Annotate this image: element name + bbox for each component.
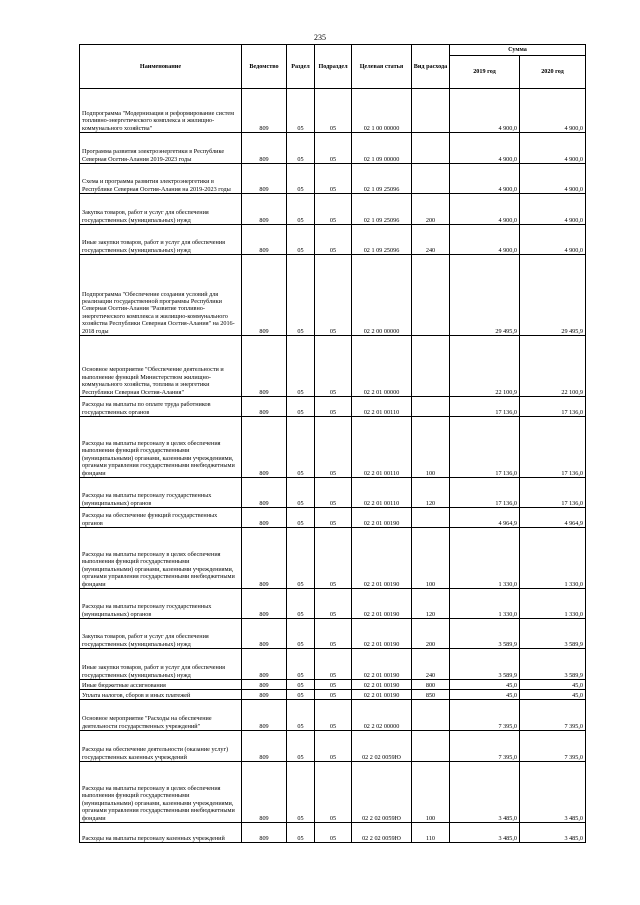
- cell-sum-2019: 3 485,0: [450, 823, 520, 843]
- cell-subsection: 05: [315, 133, 352, 164]
- cell-department: 809: [242, 478, 287, 508]
- cell-target-article: 02 2 01 00190: [352, 690, 412, 700]
- cell-sum-2020: 1 330,0: [520, 589, 586, 619]
- cell-name: Основное мероприятие "Обеспечение деятельности и выполнение функций Министерством жилищно-коммунального хозяйства, топлива и энергетики Республики Северная Осетия-Алания": [80, 336, 242, 397]
- cell-name: Расходы на выплаты персоналу казенных учреждений: [80, 823, 242, 843]
- cell-expense-type: 100: [412, 762, 450, 823]
- cell-section: 05: [287, 528, 315, 589]
- cell-section: 05: [287, 700, 315, 731]
- cell-section: 05: [287, 336, 315, 397]
- cell-name: Схема и программа развития электроэнергетики в Республике Северная Осетия-Алания на 2019-2023 годы: [80, 164, 242, 194]
- cell-section: 05: [287, 133, 315, 164]
- cell-expense-type: [412, 255, 450, 336]
- cell-expense-type: 100: [412, 417, 450, 478]
- table-row: [80, 823, 586, 843]
- cell-department: 809: [242, 225, 287, 255]
- cell-department: 809: [242, 680, 287, 690]
- cell-department: 809: [242, 649, 287, 680]
- cell-sum-2020: 1 330,0: [520, 528, 586, 589]
- cell-name: Расходы на выплаты персоналу в целях обеспечения выполнения функций государственными (муниципальными) органами, казенными учреждениями, органами управления государственными внебюджетными фондами: [80, 528, 242, 589]
- table-row: [80, 397, 586, 417]
- cell-sum-2020: 7 395,0: [520, 700, 586, 731]
- cell-sum-2020: 4 900,0: [520, 225, 586, 255]
- header-year-2020: 2020 год: [520, 56, 586, 89]
- cell-section: 05: [287, 690, 315, 700]
- cell-sum-2019: 17 136,0: [450, 478, 520, 508]
- cell-name: Иные закупки товаров, работ и услуг для обеспечения государственных (муниципальных) нужд: [80, 649, 242, 680]
- header-year-2019: 2019 год: [450, 56, 520, 89]
- cell-department: 809: [242, 731, 287, 762]
- table-row: [80, 255, 586, 336]
- cell-department: 809: [242, 762, 287, 823]
- cell-section: 05: [287, 762, 315, 823]
- cell-sum-2020: 3 485,0: [520, 823, 586, 843]
- table-row: [80, 417, 586, 478]
- table-row: [80, 336, 586, 397]
- cell-sum-2020: 22 100,9: [520, 336, 586, 397]
- table-row: [80, 589, 586, 619]
- cell-name: Подпрограмма "Модернизация и реформирование систем топливно-энергетического комплекса и жилищно-коммунального хозяйства": [80, 89, 242, 133]
- cell-department: 809: [242, 397, 287, 417]
- cell-section: 05: [287, 164, 315, 194]
- cell-sum-2020: 17 136,0: [520, 417, 586, 478]
- cell-sum-2020: 3 589,9: [520, 649, 586, 680]
- page-number: 235: [314, 33, 326, 42]
- cell-name: Иные закупки товаров, работ и услуг для обеспечения государственных (муниципальных) нужд: [80, 225, 242, 255]
- cell-expense-type: [412, 397, 450, 417]
- cell-sum-2020: 4 900,0: [520, 89, 586, 133]
- cell-expense-type: [412, 336, 450, 397]
- cell-sum-2020: 4 900,0: [520, 194, 586, 225]
- cell-section: 05: [287, 89, 315, 133]
- cell-sum-2019: 22 100,9: [450, 336, 520, 397]
- cell-target-article: 02 2 01 00190: [352, 508, 412, 528]
- cell-sum-2019: 3 589,9: [450, 649, 520, 680]
- cell-target-article: 02 2 02 0059Ю: [352, 762, 412, 823]
- cell-department: 809: [242, 619, 287, 649]
- cell-subsection: 05: [315, 508, 352, 528]
- cell-expense-type: [412, 89, 450, 133]
- table-row: [80, 133, 586, 164]
- cell-department: 809: [242, 194, 287, 225]
- cell-sum-2020: 3 485,0: [520, 762, 586, 823]
- table-row: [80, 619, 586, 649]
- header-expense-type: Вид расхода: [412, 45, 450, 89]
- cell-sum-2019: 3 589,9: [450, 619, 520, 649]
- cell-subsection: 05: [315, 397, 352, 417]
- cell-expense-type: 850: [412, 690, 450, 700]
- cell-sum-2020: 29 495,9: [520, 255, 586, 336]
- cell-sum-2020: 7 395,0: [520, 731, 586, 762]
- cell-department: 809: [242, 336, 287, 397]
- table-row: [80, 680, 586, 690]
- cell-department: 809: [242, 690, 287, 700]
- cell-sum-2020: 17 136,0: [520, 478, 586, 508]
- cell-target-article: 02 2 01 00190: [352, 680, 412, 690]
- table-row: [80, 508, 586, 528]
- cell-name: Основное мероприятие "Расходы на обеспечение деятельности государственных учреждений": [80, 700, 242, 731]
- cell-subsection: 05: [315, 731, 352, 762]
- cell-expense-type: 200: [412, 619, 450, 649]
- cell-expense-type: [412, 731, 450, 762]
- cell-target-article: 02 2 01 00190: [352, 649, 412, 680]
- cell-department: 809: [242, 589, 287, 619]
- table-row: [80, 225, 586, 255]
- cell-subsection: 05: [315, 649, 352, 680]
- cell-subsection: 05: [315, 478, 352, 508]
- cell-department: 809: [242, 700, 287, 731]
- cell-target-article: 02 2 02 0059Ю: [352, 823, 412, 843]
- cell-expense-type: 100: [412, 528, 450, 589]
- cell-sum-2019: 4 964,9: [450, 508, 520, 528]
- cell-target-article: 02 2 01 00110: [352, 417, 412, 478]
- cell-subsection: 05: [315, 255, 352, 336]
- cell-department: 809: [242, 823, 287, 843]
- cell-sum-2019: 4 900,0: [450, 225, 520, 255]
- cell-expense-type: [412, 700, 450, 731]
- cell-sum-2020: 4 900,0: [520, 133, 586, 164]
- cell-sum-2020: 4 964,9: [520, 508, 586, 528]
- cell-sum-2019: 7 395,0: [450, 731, 520, 762]
- cell-expense-type: [412, 164, 450, 194]
- cell-subsection: 05: [315, 336, 352, 397]
- cell-subsection: 05: [315, 417, 352, 478]
- cell-expense-type: 240: [412, 225, 450, 255]
- cell-target-article: 02 1 09 25096: [352, 225, 412, 255]
- cell-subsection: 05: [315, 589, 352, 619]
- table-body: [80, 89, 586, 843]
- header-sum: Сумма: [450, 45, 586, 56]
- cell-expense-type: 800: [412, 680, 450, 690]
- cell-sum-2019: 29 495,9: [450, 255, 520, 336]
- budget-table: [79, 44, 586, 843]
- cell-subsection: 05: [315, 225, 352, 255]
- cell-department: 809: [242, 417, 287, 478]
- cell-target-article: 02 2 02 00000: [352, 700, 412, 731]
- cell-target-article: 02 1 09 25096: [352, 194, 412, 225]
- cell-section: 05: [287, 508, 315, 528]
- cell-expense-type: [412, 508, 450, 528]
- cell-target-article: 02 2 01 00190: [352, 589, 412, 619]
- cell-target-article: 02 2 01 00190: [352, 619, 412, 649]
- cell-sum-2019: 4 900,0: [450, 89, 520, 133]
- cell-target-article: 02 2 00 00000: [352, 255, 412, 336]
- cell-section: 05: [287, 823, 315, 843]
- cell-name: Закупка товаров, работ и услуг для обеспечения государственных (муниципальных) нужд: [80, 619, 242, 649]
- cell-subsection: 05: [315, 194, 352, 225]
- cell-sum-2019: 17 136,0: [450, 417, 520, 478]
- cell-name: Расходы на обеспечение деятельности (оказание услуг) государственных казенных учреждений: [80, 731, 242, 762]
- cell-sum-2019: 7 395,0: [450, 700, 520, 731]
- cell-subsection: 05: [315, 762, 352, 823]
- cell-sum-2019: 1 330,0: [450, 589, 520, 619]
- cell-sum-2020: 45,0: [520, 690, 586, 700]
- cell-target-article: 02 2 02 0059Ю: [352, 731, 412, 762]
- header-department: Ведомство: [242, 45, 287, 89]
- cell-name: Уплата налогов, сборов и иных платежей: [80, 690, 242, 700]
- cell-section: 05: [287, 397, 315, 417]
- cell-department: 809: [242, 508, 287, 528]
- cell-name: Расходы на выплаты персоналу в целях обеспечения выполнения функций государственными (муниципальными) органами, казенными учреждениями, органами управления государственными внебюджетными фондами: [80, 417, 242, 478]
- table-row: [80, 690, 586, 700]
- cell-target-article: 02 1 09 00000: [352, 133, 412, 164]
- cell-subsection: 05: [315, 528, 352, 589]
- cell-section: 05: [287, 589, 315, 619]
- cell-target-article: 02 1 00 00000: [352, 89, 412, 133]
- cell-sum-2019: 4 900,0: [450, 133, 520, 164]
- cell-sum-2020: 17 136,0: [520, 397, 586, 417]
- cell-expense-type: 120: [412, 589, 450, 619]
- cell-subsection: 05: [315, 700, 352, 731]
- cell-department: 809: [242, 164, 287, 194]
- cell-section: 05: [287, 478, 315, 508]
- cell-name: Закупка товаров, работ и услуг для обеспечения государственных (муниципальных) нужд: [80, 194, 242, 225]
- cell-expense-type: 240: [412, 649, 450, 680]
- cell-target-article: 02 2 01 00110: [352, 478, 412, 508]
- cell-expense-type: 110: [412, 823, 450, 843]
- table-row: [80, 762, 586, 823]
- cell-expense-type: [412, 133, 450, 164]
- cell-department: 809: [242, 528, 287, 589]
- cell-subsection: 05: [315, 619, 352, 649]
- cell-section: 05: [287, 680, 315, 690]
- cell-section: 05: [287, 619, 315, 649]
- cell-sum-2019: 1 330,0: [450, 528, 520, 589]
- cell-sum-2019: 17 136,0: [450, 397, 520, 417]
- table-row: [80, 194, 586, 225]
- cell-name: Расходы на выплаты персоналу государственных (муниципальных) органов: [80, 589, 242, 619]
- cell-section: 05: [287, 194, 315, 225]
- cell-name: Расходы на выплаты по оплате труда работников государственных органов: [80, 397, 242, 417]
- cell-section: 05: [287, 731, 315, 762]
- header-subsection: Подраздел: [315, 45, 352, 89]
- cell-expense-type: 120: [412, 478, 450, 508]
- cell-sum-2019: 45,0: [450, 680, 520, 690]
- cell-sum-2019: 4 900,0: [450, 194, 520, 225]
- cell-name: Подпрограмма "Обеспечение создания условий для реализации государственной программы Республики Северная Осетия-Алания "Развитие топливно-энергетического комплекса и жилищно-коммунального хозяйства Республики Северная Осетия-Алания" на 2016-2018 годы: [80, 255, 242, 336]
- cell-section: 05: [287, 225, 315, 255]
- cell-expense-type: 200: [412, 194, 450, 225]
- cell-name: Расходы на выплаты персоналу государственных (муниципальных) органов: [80, 478, 242, 508]
- header-target-article: Целевая статья: [352, 45, 412, 89]
- table-row: [80, 164, 586, 194]
- table-row: [80, 528, 586, 589]
- cell-target-article: 02 2 01 00000: [352, 336, 412, 397]
- cell-subsection: 05: [315, 680, 352, 690]
- cell-subsection: 05: [315, 89, 352, 133]
- cell-name: Программа развития электроэнергетики в Республике Северная Осетия-Алания 2019-2023 годы: [80, 133, 242, 164]
- cell-sum-2019: 4 900,0: [450, 164, 520, 194]
- table-row: [80, 89, 586, 133]
- table-row: [80, 700, 586, 731]
- cell-target-article: 02 1 09 25096: [352, 164, 412, 194]
- table-row: [80, 731, 586, 762]
- cell-sum-2020: 3 589,9: [520, 619, 586, 649]
- cell-section: 05: [287, 255, 315, 336]
- cell-target-article: 02 2 01 00190: [352, 528, 412, 589]
- cell-sum-2019: 45,0: [450, 690, 520, 700]
- cell-sum-2020: 4 900,0: [520, 164, 586, 194]
- cell-name: Иные бюджетные ассигнования: [80, 680, 242, 690]
- table-row: [80, 478, 586, 508]
- cell-name: Расходы на выплаты персоналу в целях обеспечения выполнения функций государственными (муниципальными) органами, казенными учреждениями, органами управления государственными внебюджетными фондами: [80, 762, 242, 823]
- header-section: Раздел: [287, 45, 315, 89]
- cell-name: Расходы на обеспечение функций государственных органов: [80, 508, 242, 528]
- cell-sum-2019: 3 485,0: [450, 762, 520, 823]
- cell-section: 05: [287, 649, 315, 680]
- cell-section: 05: [287, 417, 315, 478]
- table-row: [80, 649, 586, 680]
- cell-target-article: 02 2 01 00110: [352, 397, 412, 417]
- cell-sum-2020: 45,0: [520, 680, 586, 690]
- cell-subsection: 05: [315, 690, 352, 700]
- cell-department: 809: [242, 133, 287, 164]
- table-header: [80, 45, 586, 89]
- header-name: Наименование: [80, 45, 242, 89]
- cell-department: 809: [242, 89, 287, 133]
- cell-subsection: 05: [315, 823, 352, 843]
- cell-department: 809: [242, 255, 287, 336]
- cell-subsection: 05: [315, 164, 352, 194]
